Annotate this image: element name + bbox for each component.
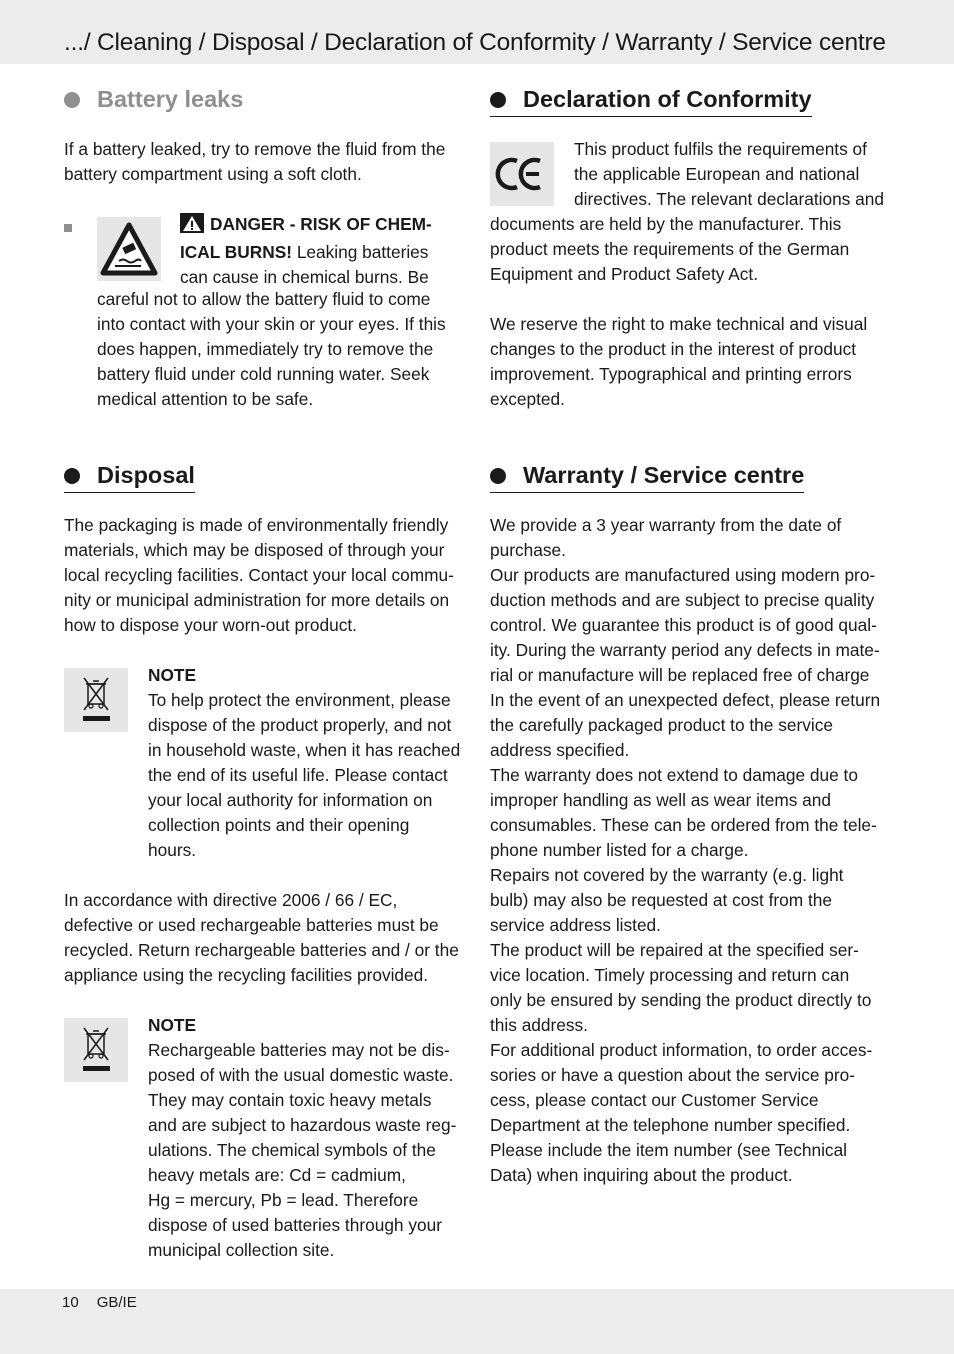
note-title: NOTE <box>148 1015 197 1035</box>
page-title: .../ Cleaning / Disposal / Declaration of Conformity / Warranty / Service centre <box>64 29 886 56</box>
text-line: Repairs not covered by the warranty (e.g. light <box>490 865 844 885</box>
disposal-heading: Disposal <box>64 458 195 493</box>
text-line: Data) when inquiring about the product. <box>490 1165 793 1185</box>
text-line: dispose of used batteries through your <box>148 1215 442 1235</box>
text-line: The packaging is made of environmentally friendly <box>64 515 449 535</box>
disposal-section <box>64 458 464 493</box>
reserve-paragraph <box>490 312 890 412</box>
text-line: directives. The relevant declarations and <box>574 189 884 209</box>
text-line: duction methods and are subject to precise quality <box>490 590 875 610</box>
crossed-bin-icon <box>64 668 128 732</box>
page-header <box>0 0 954 64</box>
text-line: in household waste, when it has reached <box>148 740 461 760</box>
text-line: battery compartment using a soft cloth. <box>64 164 362 184</box>
footer-info <box>62 1293 155 1313</box>
locale-label: GB/IE <box>96 1294 137 1311</box>
warranty-text <box>490 513 900 1188</box>
text-line: sories or have a question about the service pro- <box>490 1065 856 1085</box>
disposal-intro <box>64 513 464 638</box>
text-line: service address listed. <box>490 915 661 935</box>
text-line: vice location. Timely processing and return can <box>490 965 850 985</box>
warranty-heading: Warranty / Service centre <box>490 458 804 493</box>
text-line: the applicable European and national <box>574 164 860 184</box>
text-line: heavy metals are: Cd = cadmium, <box>148 1165 406 1185</box>
text-line: This product fulfils the requirements of <box>574 139 867 159</box>
text-line: consumables. These can be ordered from the tele- <box>490 815 877 835</box>
text-line: municipal collection site. <box>148 1240 335 1260</box>
text-line: careful not to allow the battery fluid to come <box>97 289 431 309</box>
bullet-dot-icon <box>64 468 80 484</box>
list-bullet-icon <box>64 224 72 232</box>
text-line: and are subject to hazardous waste reg- <box>148 1115 457 1135</box>
warranty-section <box>490 458 890 493</box>
text-line: your local authority for information on <box>148 790 433 810</box>
text-line: bulb) may also be requested at cost from the <box>490 890 832 910</box>
text-line: materials, which may be disposed of through your <box>64 540 445 560</box>
text-line: We provide a 3 year warranty from the date of <box>490 515 842 535</box>
text-line: does happen, immediately try to remove the <box>97 339 434 359</box>
battery-leaks-intro <box>64 137 464 187</box>
text-line: To help protect the environment, please <box>148 690 451 710</box>
text-line: battery fluid under cold running water. Seek <box>97 364 430 384</box>
text-line: ulations. The chemical symbols of the <box>148 1140 436 1160</box>
text-line: ity. During the warranty period any defects in mate- <box>490 640 880 660</box>
text-line: For additional product information, to order acces- <box>490 1040 873 1060</box>
text-line: collection points and their opening <box>148 815 410 835</box>
text-line: improper handling as well as wear items and <box>490 790 831 810</box>
conformity-text-bottom <box>490 212 890 287</box>
text-line: changes to the product in the interest of product <box>490 339 857 359</box>
text-line: address specified. <box>490 740 630 760</box>
text-line: In the event of an unexpected defect, please return <box>490 690 881 710</box>
chemical-hazard-icon <box>97 217 161 281</box>
text-line: medical attention to be safe. <box>97 389 314 409</box>
text-line: recycled. Return rechargeable batteries and / or the <box>64 940 459 960</box>
battery-leaks-section <box>64 82 464 116</box>
text-line: We reserve the right to make technical and visual <box>490 314 868 334</box>
text-line: phone number listed for a charge. <box>490 840 749 860</box>
text-line: only be ensured by sending the product directly to <box>490 990 872 1010</box>
bullet-dot-icon <box>64 92 80 108</box>
directive-paragraph <box>64 888 464 988</box>
text-line: excepted. <box>490 389 565 409</box>
text-line: this address. <box>490 1015 588 1035</box>
text-line: nity or municipal administration for more details on <box>64 590 450 610</box>
text-line: how to dispose your worn-out product. <box>64 615 357 635</box>
text-line: the end of its useful life. Please contact <box>148 765 448 785</box>
text-line: Rechargeable batteries may not be dis- <box>148 1040 450 1060</box>
danger-warning-continued <box>97 287 477 412</box>
text-line: In accordance with directive 2006 / 66 / EC, <box>64 890 398 910</box>
text-line: If a battery leaked, try to remove the fluid from the <box>64 139 446 159</box>
note-rechargeable <box>148 1013 468 1263</box>
crossed-bin-icon <box>64 1018 128 1082</box>
text-line: They may contain toxic heavy metals <box>148 1090 432 1110</box>
bullet-dot-icon <box>490 92 506 108</box>
text-line: Department at the telephone number specified. <box>490 1115 851 1135</box>
text-line: Please include the item number (see Technical <box>490 1140 848 1160</box>
bullet-dot-icon <box>490 468 506 484</box>
text-line: posed of with the usual domestic waste. <box>148 1065 454 1085</box>
text-line: appliance using the recycling facilities provided. <box>64 965 429 985</box>
note-environment <box>148 663 468 863</box>
text-line: purchase. <box>490 540 566 560</box>
battery-leaks-heading: Battery leaks <box>64 82 243 116</box>
note-title: NOTE <box>148 665 197 685</box>
conformity-section <box>490 82 890 117</box>
text-line: Hg = mercury, Pb = lead. Therefore <box>148 1190 419 1210</box>
warning-triangle-icon <box>180 213 204 240</box>
text-line: cess, please contact our Customer Service <box>490 1090 819 1110</box>
text-line: rial or manufacture will be replaced free of charge <box>490 665 870 685</box>
text-line: hours. <box>148 840 197 860</box>
text-line: control. We guarantee this product is of good qual- <box>490 615 877 635</box>
text-line: local recycling facilities. Contact your local commu- <box>64 565 454 585</box>
page-number: 10 <box>62 1294 79 1311</box>
text-line: Leaking batteries <box>292 242 429 262</box>
conformity-heading: Declaration of Conformity <box>490 82 812 117</box>
danger-warning-text <box>180 212 470 290</box>
text-line: documents are held by the manufacturer. This <box>490 214 842 234</box>
text-line: The warranty does not extend to damage due to <box>490 765 858 785</box>
text-line: improvement. Typographical and printing errors <box>490 364 852 384</box>
danger-title: ICAL BURNS! <box>180 242 293 262</box>
text-line: defective or used rechargeable batteries must be <box>64 915 439 935</box>
ce-mark-icon <box>490 142 554 206</box>
text-line: The product will be repaired at the specified ser- <box>490 940 859 960</box>
text-line: into contact with your skin or your eyes. If this <box>97 314 446 334</box>
text-line: dispose of the product properly, and not <box>148 715 452 735</box>
conformity-text-top <box>574 137 894 212</box>
danger-title: DANGER - RISK OF CHEM- <box>210 214 432 234</box>
text-line: Our products are manufactured using modern pro- <box>490 565 876 585</box>
text-line: product meets the requirements of the German <box>490 239 850 259</box>
text-line: can cause in chemical burns. Be <box>180 267 429 287</box>
text-line: Equipment and Product Safety Act. <box>490 264 759 284</box>
text-line: the carefully packaged product to the service <box>490 715 833 735</box>
